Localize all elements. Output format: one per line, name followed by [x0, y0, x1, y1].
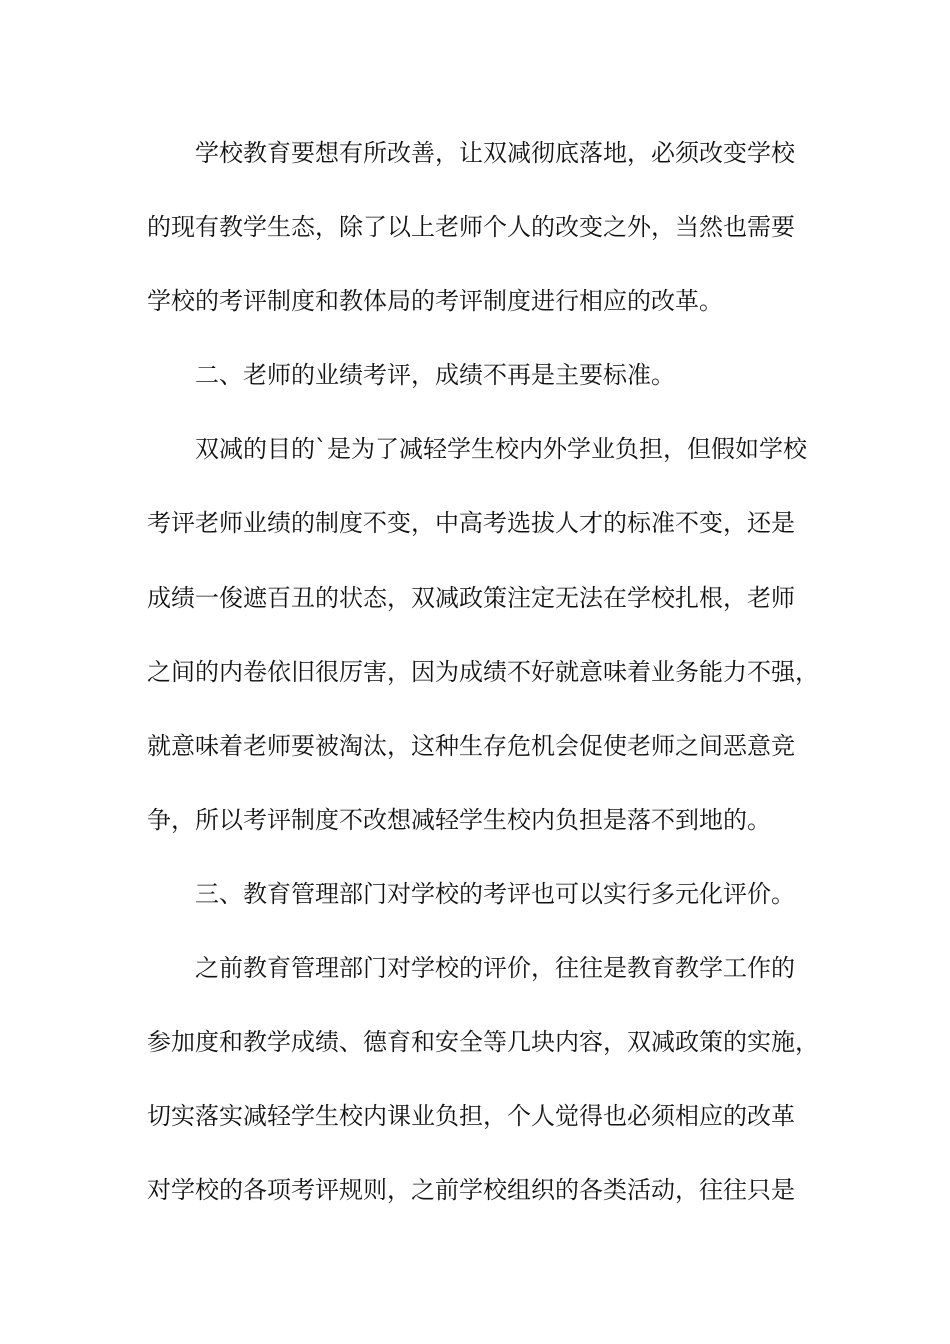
text-line-7: 成绩一俊遮百丑的状态，双减政策注定无法在学校扎根，老师 — [147, 584, 795, 612]
section-heading-2: 二、老师的业绩考评，成绩不再是主要标准。 — [147, 361, 675, 389]
section-heading-3: 三、教育管理部门对学校的考评也可以实行多元化评价。 — [147, 880, 795, 908]
text-line-10: 争，所以考评制度不改想减轻学生校内负担是落不到地的。 — [147, 806, 771, 834]
text-line-6: 考评老师业绩的制度不变，中高考选拔人才的标准不变，还是 — [147, 509, 795, 537]
text-line-14: 切实落实减轻学生校内课业负担，个人觉得也必须相应的改革 — [147, 1102, 795, 1130]
text-line-15: 对学校的各项考评规则，之前学校组织的各类活动，往往只是 — [147, 1176, 795, 1204]
text-line-2: 的现有教学生态，除了以上老师个人的改变之外，当然也需要 — [147, 213, 795, 241]
text-line-8: 之间的内卷依旧很厉害，因为成绩不好就意味着业务能力不强， — [147, 658, 819, 686]
text-line-3: 学校的考评制度和教体局的考评制度进行相应的改革。 — [147, 287, 723, 315]
text-line-5: 双减的目的`是为了减轻学生校内外学业负担，但假如学校 — [147, 435, 807, 463]
text-line-12: 之前教育管理部门对学校的评价，往往是教育教学工作的 — [147, 954, 795, 982]
text-line-1: 学校教育要想有所改善，让双减彻底落地，必须改变学校 — [147, 139, 795, 167]
text-line-13: 参加度和教学成绩、德育和安全等几块内容，双减政策的实施， — [147, 1028, 819, 1056]
text-line-9: 就意味着老师要被淘汰，这种生存危机会促使老师之间恶意竞 — [147, 732, 795, 760]
